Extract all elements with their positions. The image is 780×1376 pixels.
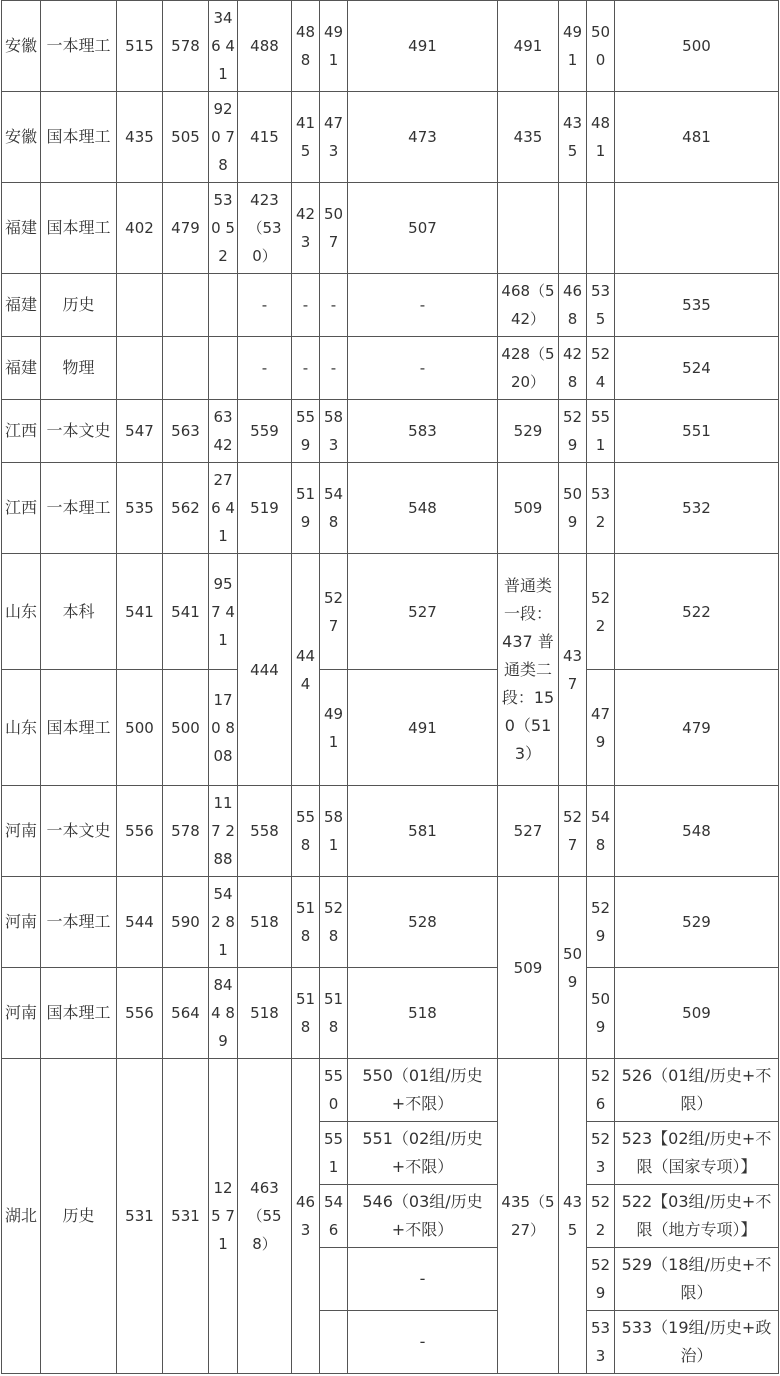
table-row: 江西 一本文史 547 563 6342 559 559 583 583 529 529 551 551 <box>2 400 779 463</box>
table-row: 山东 国本理工 500 500 170 808 491 491 479 479 <box>2 670 779 786</box>
category-cell: 国本理工 <box>41 670 117 786</box>
table-row: 福建 物理 - - - - 428（520） 428 524 524 <box>2 337 779 400</box>
province-cell: 河南 <box>2 968 41 1059</box>
province-cell: 福建 <box>2 337 41 400</box>
category-cell: 一本文史 <box>41 786 117 877</box>
province-cell: 江西 <box>2 400 41 463</box>
table-row: 河南 一本文史 556 578 117 288 558 558 581 581 527 527 548 548 <box>2 786 779 877</box>
category-cell: 一本理工 <box>41 1 117 92</box>
province-cell: 河南 <box>2 786 41 877</box>
province-cell: 山东 <box>2 554 41 670</box>
province-cell: 安徽 <box>2 92 41 183</box>
table-row: 福建 历史 - - - - 468（542） 468 535 535 <box>2 274 779 337</box>
category-cell: 一本文史 <box>41 400 117 463</box>
table-row: 福建 国本理工 402 479 530 52 423（530） 423 507 507 <box>2 183 779 274</box>
province-cell: 山东 <box>2 670 41 786</box>
table-row: 河南 国本理工 556 564 844 89 518 518 518 518 509 509 <box>2 968 779 1059</box>
province-cell: 安徽 <box>2 1 41 92</box>
province-cell: 湖北 <box>2 1059 41 1374</box>
category-cell: 国本理工 <box>41 92 117 183</box>
table-row: 江西 一本理工 535 562 276 41 519 519 548 548 509 509 532 532 <box>2 463 779 554</box>
table-row: 湖北 历史 531 531 125 71 463（558） 463 550 550（01组/历史+不限） 435（527） 435 526 526（01组/历史+不限） <box>2 1059 779 1122</box>
province-cell: 福建 <box>2 183 41 274</box>
category-cell: 历史 <box>41 274 117 337</box>
table-row: 安徽 国本理工 435 505 920 78 415 415 473 473 435 435 481 481 <box>2 92 779 183</box>
province-cell: 河南 <box>2 877 41 968</box>
category-cell: 物理 <box>41 337 117 400</box>
table-row: 546 546（03组/历史+不限） 522 522【03组/历史+不限（地方专项）】 <box>2 1185 779 1248</box>
province-cell: 江西 <box>2 463 41 554</box>
category-cell: 本科 <box>41 554 117 670</box>
table-row: 山东 本科 541 541 957 41 444 444 527 527 普通类一段：437 普通类二段：150（513） 437 522 522 <box>2 554 779 670</box>
table-row: - 529 529（18组/历史+不限） <box>2 1248 779 1311</box>
category-cell: 历史 <box>41 1059 117 1374</box>
category-cell: 国本理工 <box>41 183 117 274</box>
province-cell: 福建 <box>2 274 41 337</box>
table-row: 551 551（02组/历史+不限） 523 523【02组/历史+不限（国家专项）】 <box>2 1122 779 1185</box>
category-cell: 一本理工 <box>41 463 117 554</box>
table-row: - 533 533（19组/历史+政治） <box>2 1311 779 1374</box>
admission-score-table <box>1 0 779 1374</box>
table-row: 河南 一本理工 544 590 542 81 518 518 528 528 509 509 529 529 <box>2 877 779 968</box>
category-cell: 国本理工 <box>41 968 117 1059</box>
category-cell: 一本理工 <box>41 877 117 968</box>
table-row: 安徽 一本理工 515 578 346 41 488 488 491 491 491 491 500 500 <box>2 1 779 92</box>
